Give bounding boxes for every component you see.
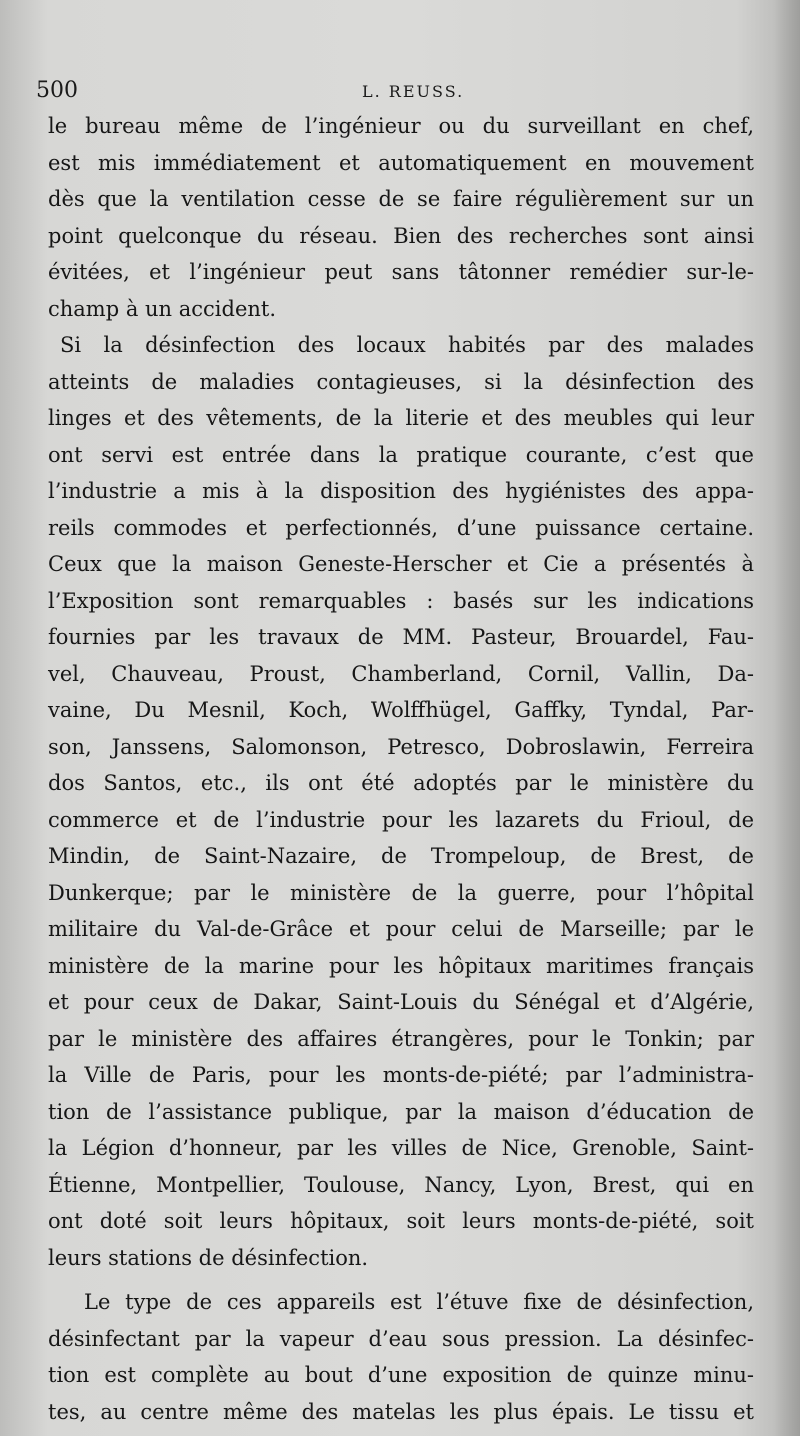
- text-line: leurs stations de désinfection.: [48, 1245, 369, 1270]
- text-line: ont servi est entrée dans la pratique courante, c’est que: [48, 442, 754, 467]
- text-line: l’Exposition sont remarquables : basés sur les indications: [48, 588, 754, 613]
- text-line: linges et des vêtements, de la literie et des meubles qui leur: [48, 406, 754, 430]
- text-line: Ceux que la maison Geneste-Herscher et Cie a présentés à: [48, 552, 754, 576]
- text-line: ont doté soit leurs hôpitaux, soit leurs monts-de-piété, soit: [48, 1209, 754, 1233]
- text-line: vaine, Du Mesnil, Koch, Wolffhügel, Gaffky, Tyndal, Par-: [48, 698, 754, 722]
- page-number: 500: [36, 78, 78, 103]
- text-line: désinfectant par la vapeur d’eau sous pression. La désinfec-: [48, 1326, 754, 1351]
- text-line: Le type de ces appareils est l’étuve fixe de désinfection,: [84, 1290, 754, 1314]
- page-edge-shadow: [774, 0, 800, 1436]
- text-line: commerce et de l’industrie pour les lazarets du Frioul, de: [48, 807, 754, 832]
- text-line: la Ville de Paris, pour les monts-de-piété; par l’administra-: [48, 1063, 754, 1087]
- text-line: le bureau même de l’ingénieur ou du surveillant en chef,: [48, 114, 754, 138]
- text-line: est mis immédiatement et automatiquement en mouvement: [48, 150, 754, 175]
- text-line: atteints de maladies contagieuses, si la désinfection des: [48, 369, 754, 394]
- text-line: reils commodes et perfectionnés, d’une puissance certaine.: [48, 515, 754, 540]
- paragraph-1: [48, 108, 754, 327]
- text-line: Dunkerque; par le ministère de la guerre, pour l’hôpital: [48, 880, 754, 905]
- text-line: dos Santos, etc., ils ont été adoptés par le ministère du: [48, 771, 754, 795]
- text-line: militaire du Val-de-Grâce et pour celui de Marseille; par le: [48, 917, 754, 941]
- text-line: Étienne, Montpellier, Toulouse, Nancy, Lyon, Brest, qui en: [48, 1172, 754, 1197]
- text-line: ministère de la marine pour les hôpitaux maritimes français: [48, 953, 754, 978]
- text-line: point quelconque du réseau. Bien des recherches sont ainsi: [48, 223, 754, 248]
- text-line: tion de l’assistance publique, par la maison d’éducation de: [48, 1099, 754, 1124]
- page-header: [36, 78, 746, 108]
- text-line: évitées, et l’ingénieur peut sans tâtonner remédier sur-le-: [48, 260, 754, 284]
- text-line: et pour ceux de Dakar, Saint-Louis du Sénégal et d’Algérie,: [48, 990, 754, 1014]
- text-line: son, Janssens, Salomonson, Petresco, Dobroslawin, Ferreira: [48, 734, 754, 759]
- text-line: Mindin, de Saint-Nazaire, de Trompeloup, de Brest, de: [48, 844, 754, 868]
- text-line: l’industrie a mis à la disposition des hygiénistes des appa-: [48, 479, 754, 503]
- body-text: [48, 108, 754, 1430]
- text-line: tion est complète au bout d’une exposition de quinze minu-: [48, 1363, 754, 1387]
- text-line: Si la désinfection des locaux habités par des malades: [60, 333, 754, 357]
- text-line: par le ministère des affaires étrangères, pour le Tonkin; par: [48, 1026, 754, 1051]
- text-line: dès que la ventilation cesse de se faire régulièrement sur un: [48, 187, 754, 211]
- text-line: la Légion d’honneur, par les villes de Nice, Grenoble, Saint-: [48, 1136, 754, 1160]
- text-line: fournies par les travaux de MM. Pasteur, Brouardel, Fau-: [48, 625, 754, 649]
- text-line: tes, au centre même des matelas les plus épais. Le tissu et: [48, 1399, 754, 1424]
- text-line: champ à un accident.: [48, 296, 277, 321]
- paragraph-2: [48, 327, 754, 1276]
- text-line: vel, Chauveau, Proust, Chamberland, Cornil, Vallin, Da-: [48, 661, 754, 686]
- running-head: L. REUSS.: [362, 82, 465, 101]
- paragraph-3: [48, 1284, 754, 1430]
